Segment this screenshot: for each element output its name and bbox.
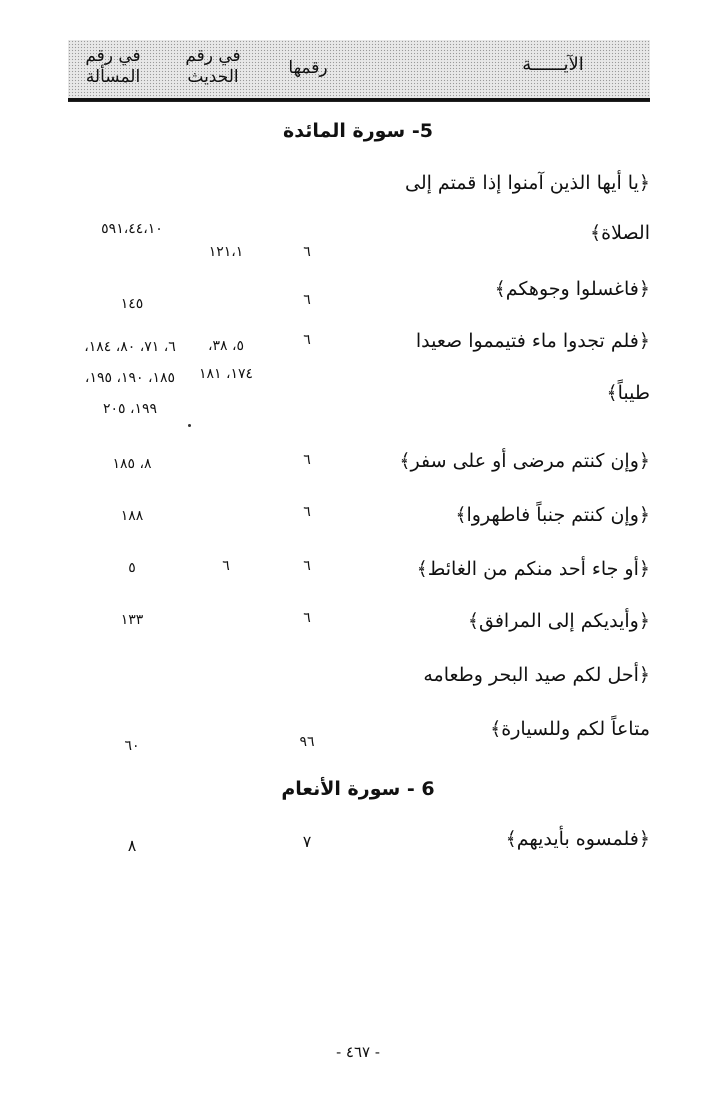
verse-line: ﴿يا أيها الذين آمنوا إذا قمتم إلى (404, 172, 650, 194)
verse-line: ﴿وأيديكم إلى المرافق﴾ (467, 610, 650, 632)
masala-number: ١٤٥ (120, 296, 144, 312)
verse-line: متاعاً لكم وللسيارة﴾ (490, 718, 650, 740)
margin-mark (188, 424, 191, 427)
verse-line: ﴿وإن كنتم مرضى أو على سفر﴾ (399, 450, 650, 472)
ayah-number: ٦ (303, 504, 311, 520)
verse-line: ﴿فلم تجدوا ماء فتيمموا صعيدا (415, 330, 650, 352)
ayah-number: ٦ (303, 558, 311, 574)
masala-number: ٦، ٧١، ٨٠، ١٨٤، ١٨٥، ١٩٠، ١٩٥، ١٩٩، ٢٠٥ (84, 339, 176, 417)
ayah-number: ٦ (303, 244, 311, 260)
table-header (68, 40, 650, 101)
masala-number: ٨ (127, 836, 137, 855)
ayah-number: ٦ (303, 610, 311, 626)
header-ayah: الآيــــــة (522, 54, 584, 75)
ayah-number: ٦ (303, 452, 311, 468)
ayah-number: ٦ (303, 292, 311, 308)
verse-line: ﴿فاغسلوا وجوهكم﴾ (494, 278, 650, 300)
header-rule (68, 101, 650, 102)
surah-title: 5- سورة المائدة (283, 120, 433, 142)
verse-line: ﴿فلمسوه بأيديهم﴾ (505, 828, 650, 850)
verse-line: ﴿أحل لكم صيد البحر وطعامه (423, 664, 650, 686)
page-number: - ٤٦٧ - (336, 1043, 380, 1061)
ayah-number: ٩٦ (299, 734, 315, 750)
hadith-number: ٥، ٣٨، ١٧٤، ١٨١ (198, 338, 254, 382)
header-raqmuha: رقمها (288, 58, 328, 78)
surah-title: 6 - سورة الأنعام (281, 778, 435, 800)
header-hadith: في رقم الحديث (185, 46, 241, 87)
verse-line: ﴿أو جاء أحد منكم من الغائط﴾ (416, 558, 650, 580)
masala-number: ١٣٣ (120, 612, 144, 628)
verse-line: ﴿وإن كنتم جنباً فاطهروا﴾ (455, 504, 650, 526)
masala-number: ٥٩١،٤٤،١٠ (101, 221, 163, 237)
header-masala: في رقم المسألة (85, 46, 141, 87)
masala-number: ٦٠ (124, 738, 140, 754)
verse-line: الصلاة﴾ (590, 222, 650, 244)
ayah-number: ٧ (302, 832, 312, 851)
masala-number: ٥ (128, 560, 136, 576)
masala-number: ١٨٨ (120, 508, 144, 524)
verse-line: طيباً﴾ (606, 382, 650, 404)
ayah-number: ٦ (303, 332, 311, 348)
hadith-number: ٦ (222, 558, 230, 574)
hadith-number: ١٢١،١ (208, 244, 244, 260)
masala-number: ٨، ١٨٥ (112, 456, 152, 472)
